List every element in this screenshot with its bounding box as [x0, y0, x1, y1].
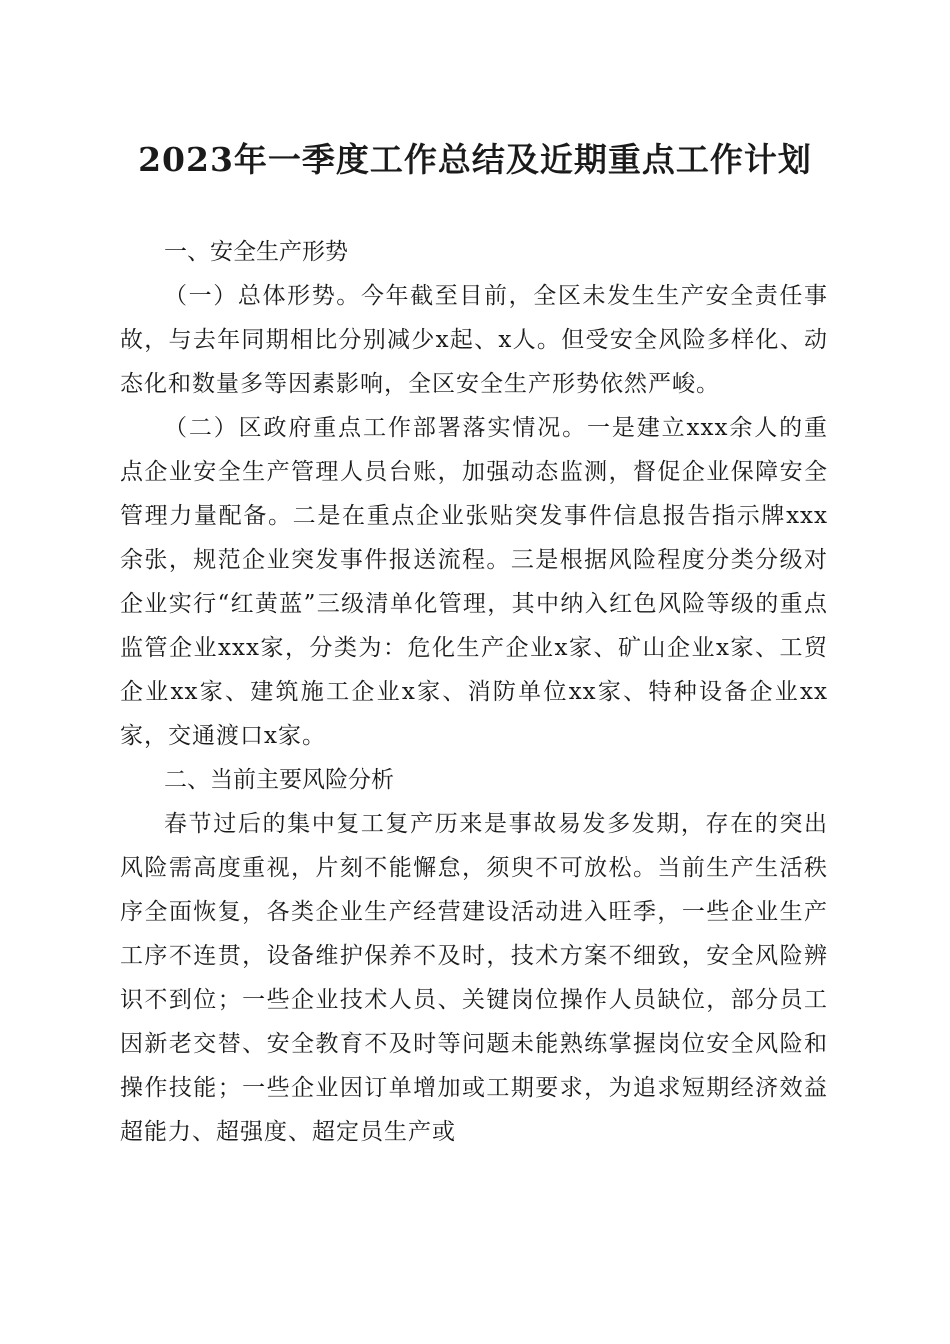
- paragraph-overall-situation: [120, 274, 828, 406]
- section-heading-risk-analysis: 二、当前主要风险分析: [164, 767, 394, 793]
- paragraph-text-government: 一是建立xxx余人的重点企业安全生产管理人员台账，加强动态监测，督促企业保障安全管理力量配备。二是在重点企业张贴突发事件信息报告指示牌xxx余张，规范企业突发事件报送流程。三是根据风险程度分类分级对企业实行“红黄蓝”三级清单化管理，其中纳入红色风险等级的重点监管企业xxx家，分类为：危化生产企业x家、矿山企业x家、工贸企业xx家、建筑施工企业x家、消防单位xx家、特种设备企业xx家，交通渡口x家。: [120, 415, 828, 749]
- section-heading-safety-situation: 一、安全生产形势: [164, 239, 348, 265]
- paragraph-risk-analysis: 春节过后的集中复工复产历来是事故易发多发期，存在的突出风险需高度重视，片刻不能懈怠，须臾不可放松。当前生产生活秩序全面恢复，各类企业生产经营建设活动进入旺季，一些企业生产工序不连贯，设备维护保养不及时，技术方案不细致，安全风险辨识不到位；一些企业技术人员、关键岗位操作人员缺位，部分员工因新老交替、安全教育不及时等问题未能熟练掌握岗位安全风险和操作技能；一些企业因订单增加或工期要求，为追求短期经济效益超能力、超强度、超定员生产或: [120, 811, 828, 1145]
- paragraph-government-work: [120, 406, 828, 758]
- paragraph-lead-overall: （一）总体形势。: [164, 283, 361, 309]
- paragraph-lead-government: （二）区政府重点工作部署落实情况。: [164, 415, 588, 441]
- document-title: 2023年一季度工作总结及近期重点工作计划: [138, 140, 812, 179]
- document-body: [120, 230, 828, 1154]
- paragraph-text-overall: 今年截至目前，全区未发生生产安全责任事故，与去年同期相比分别减少x起、x人。但受安全风险多样化、动态化和数量多等因素影响，全区安全生产形势依然严峻。: [120, 283, 829, 397]
